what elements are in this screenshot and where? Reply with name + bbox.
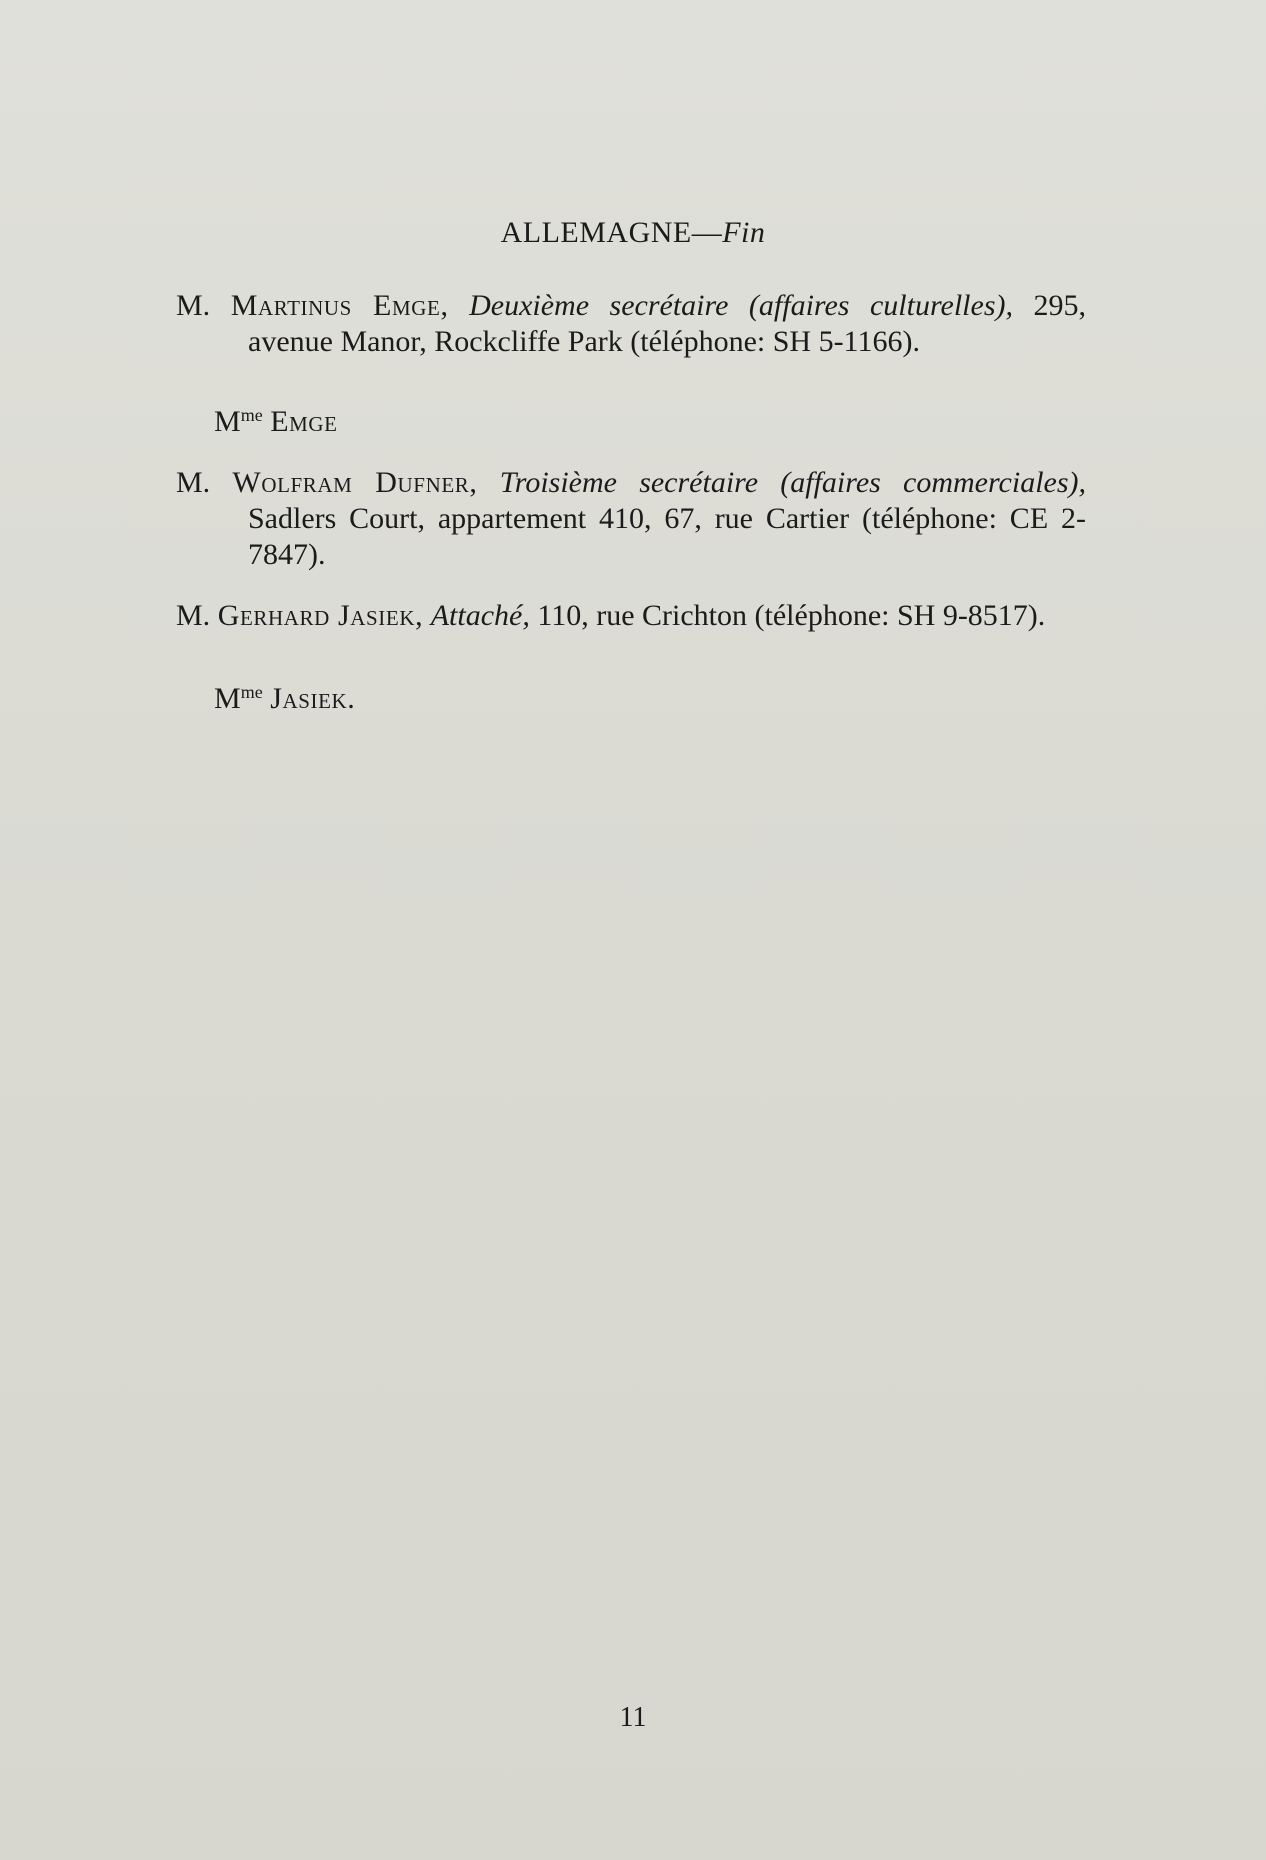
page-number: 11 xyxy=(619,1702,647,1733)
entry-title: Troisième secrétaire (affaires commerciales), xyxy=(499,466,1087,499)
entry-name: Gerhard Jasiek, xyxy=(217,599,424,632)
spouse-name: Emge xyxy=(270,405,338,438)
spouse-sup: me xyxy=(240,682,263,702)
spouse-emge xyxy=(214,397,338,440)
spouse-prefix: M xyxy=(214,405,241,438)
spouse-jasiek xyxy=(214,674,355,717)
spouse-sup: me xyxy=(240,405,263,425)
spouse-name: Jasiek. xyxy=(270,682,356,715)
entry-martinus-emge xyxy=(176,288,1086,360)
entry-title: Attaché, xyxy=(430,599,530,632)
section-heading xyxy=(0,213,1266,253)
entry-address: 295, avenue Manor, Rockcliffe Park (téléphone: SH 5-1166). xyxy=(248,289,1087,358)
entry-name: Wolfram Dufner, xyxy=(232,466,478,499)
spouse-prefix: M xyxy=(214,682,241,715)
entry-prefix: M. xyxy=(176,466,211,499)
entry-name: Martinus Emge, xyxy=(230,289,449,322)
entry-address: Sadlers Court, appartement 410, 67, rue Cartier (téléphone: CE 2-7847). xyxy=(248,502,1086,571)
entry-address: 110, rue Crichton (téléphone: SH 9-8517). xyxy=(537,599,1046,632)
entry-wolfram-dufner xyxy=(176,465,1086,573)
entry-gerhard-jasiek xyxy=(176,598,1086,634)
entry-prefix: M. xyxy=(176,289,211,322)
entry-prefix: M. xyxy=(176,599,211,632)
heading-country: ALLEMAGNE— xyxy=(500,216,723,249)
heading-continuation: Fin xyxy=(722,216,766,249)
entry-title: Deuxième secrétaire (affaires culturelles), xyxy=(469,289,1013,322)
